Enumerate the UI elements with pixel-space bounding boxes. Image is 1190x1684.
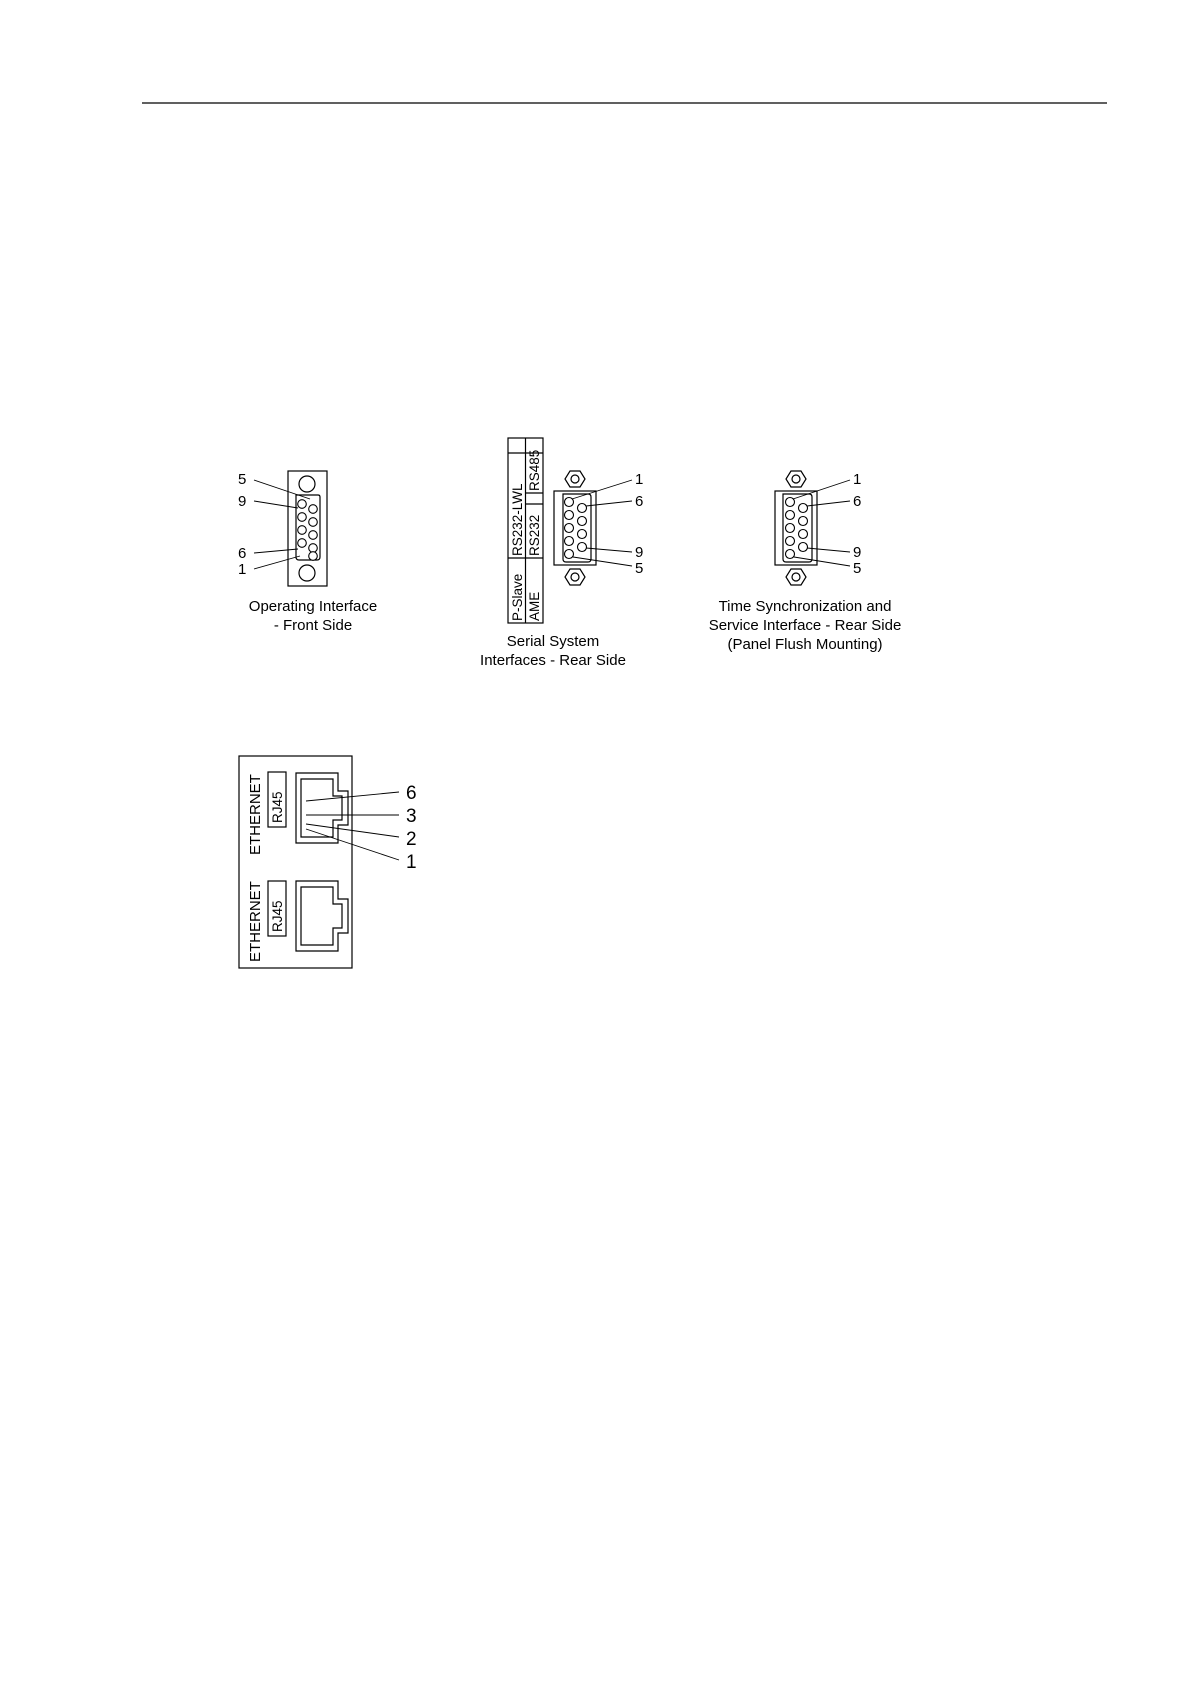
serial-label-ame: AME bbox=[527, 591, 542, 621]
rj45-label-bottom: RJ45 bbox=[270, 900, 285, 932]
front-leader-9 bbox=[254, 501, 298, 508]
serial-screw-top bbox=[565, 471, 585, 487]
timesync-pin bbox=[786, 524, 795, 533]
serial-pin bbox=[565, 537, 574, 546]
front-pin bbox=[309, 544, 318, 553]
front-leader-1 bbox=[254, 556, 300, 569]
timesync-leader-1 bbox=[793, 480, 850, 499]
timesync-screw-top-hole bbox=[792, 475, 800, 483]
timesync-pin bbox=[799, 517, 808, 526]
serial-label-rs485: RS485 bbox=[527, 449, 542, 491]
ethernet-label-bottom: ETHERNET bbox=[247, 881, 264, 962]
front-screw-bottom bbox=[299, 565, 315, 581]
serial-pin-label: 6 bbox=[635, 493, 644, 510]
serial-caption-line1: Serial System bbox=[506, 633, 600, 650]
rj45-jack-bottom-outer bbox=[296, 881, 348, 951]
timesync-pin bbox=[799, 530, 808, 539]
serial-pin bbox=[578, 530, 587, 539]
serial-pin bbox=[565, 550, 574, 559]
serial-pin bbox=[578, 517, 587, 526]
serial-label-p-slave: P-Slave bbox=[510, 573, 525, 621]
front-pin-label: 9 bbox=[238, 493, 247, 510]
timesync-pin bbox=[799, 504, 808, 513]
front-pin bbox=[298, 539, 307, 548]
timesync-leader-6 bbox=[807, 501, 850, 506]
timesync-screw-bottom bbox=[786, 569, 806, 585]
serial-pin bbox=[578, 543, 587, 552]
front-caption-line1: Operating Interface bbox=[248, 598, 378, 615]
timesync-pin bbox=[786, 511, 795, 520]
serial-pin bbox=[578, 504, 587, 513]
front-caption-line2: - Front Side bbox=[273, 617, 353, 634]
ethernet-pin-label: 2 bbox=[406, 829, 417, 850]
timesync-dsub-plate bbox=[775, 491, 817, 565]
serial-leader-1 bbox=[572, 480, 632, 499]
serial-screw-top-hole bbox=[571, 475, 579, 483]
serial-screw-bottom bbox=[565, 569, 585, 585]
timesync-caption-line2: Service Interface - Rear Side bbox=[708, 617, 902, 634]
timesync-pin-label: 9 bbox=[853, 544, 862, 561]
serial-pin-label: 5 bbox=[635, 560, 644, 577]
timesync-pin bbox=[799, 543, 808, 552]
front-pin-label: 6 bbox=[238, 545, 247, 562]
front-pin bbox=[309, 518, 318, 527]
ethernet-pin-label: 6 bbox=[406, 783, 417, 804]
serial-screw-bottom-hole bbox=[571, 573, 579, 581]
front-pin bbox=[298, 500, 307, 509]
ethernet-pin-label: 1 bbox=[406, 852, 417, 873]
ethernet-pin-label: 3 bbox=[406, 806, 417, 827]
rj45-label-top: RJ45 bbox=[270, 791, 285, 823]
time-sync-connector bbox=[709, 471, 902, 653]
timesync-pin bbox=[786, 550, 795, 559]
serial-pin-label: 1 bbox=[635, 471, 644, 488]
timesync-pin bbox=[786, 537, 795, 546]
ethernet-label-top: ETHERNET bbox=[247, 774, 264, 855]
serial-interfaces-connector bbox=[480, 438, 643, 669]
timesync-pin-label: 6 bbox=[853, 493, 862, 510]
serial-leader-9 bbox=[586, 548, 632, 552]
timesync-caption-line1: Time Synchronization and bbox=[718, 598, 892, 615]
timesync-leader-9 bbox=[807, 548, 850, 552]
timesync-pin-label: 5 bbox=[853, 560, 862, 577]
serial-caption-line2: Interfaces - Rear Side bbox=[480, 652, 626, 669]
serial-pin bbox=[565, 524, 574, 533]
ethernet-connector-panel bbox=[239, 756, 417, 968]
serial-label-rs232-lwl: RS232-LWL bbox=[510, 483, 525, 556]
front-leader-6 bbox=[254, 549, 298, 553]
front-pin bbox=[309, 531, 318, 540]
rj45-jack-top-outer bbox=[296, 773, 348, 843]
front-pin bbox=[309, 505, 318, 514]
serial-label-rs232: RS232 bbox=[527, 514, 542, 556]
timesync-caption-line3: (Panel Flush Mounting) bbox=[727, 636, 883, 653]
front-pin bbox=[309, 552, 318, 561]
front-pin bbox=[298, 526, 307, 535]
serial-dsub-plate bbox=[554, 491, 596, 565]
timesync-screw-bottom-hole bbox=[792, 573, 800, 581]
front-pin-label: 5 bbox=[238, 471, 247, 488]
serial-pin-label: 9 bbox=[635, 544, 644, 561]
timesync-screw-top bbox=[786, 471, 806, 487]
rj45-jack-bottom-inner bbox=[301, 887, 342, 945]
front-screw-top bbox=[299, 476, 315, 492]
timesync-pin-label: 1 bbox=[853, 471, 862, 488]
front-side-connector bbox=[238, 471, 377, 634]
serial-leader-6 bbox=[586, 501, 632, 506]
serial-pin bbox=[565, 511, 574, 520]
front-pin-label: 1 bbox=[238, 561, 247, 578]
front-pin bbox=[298, 513, 307, 522]
front-plate bbox=[288, 471, 327, 586]
